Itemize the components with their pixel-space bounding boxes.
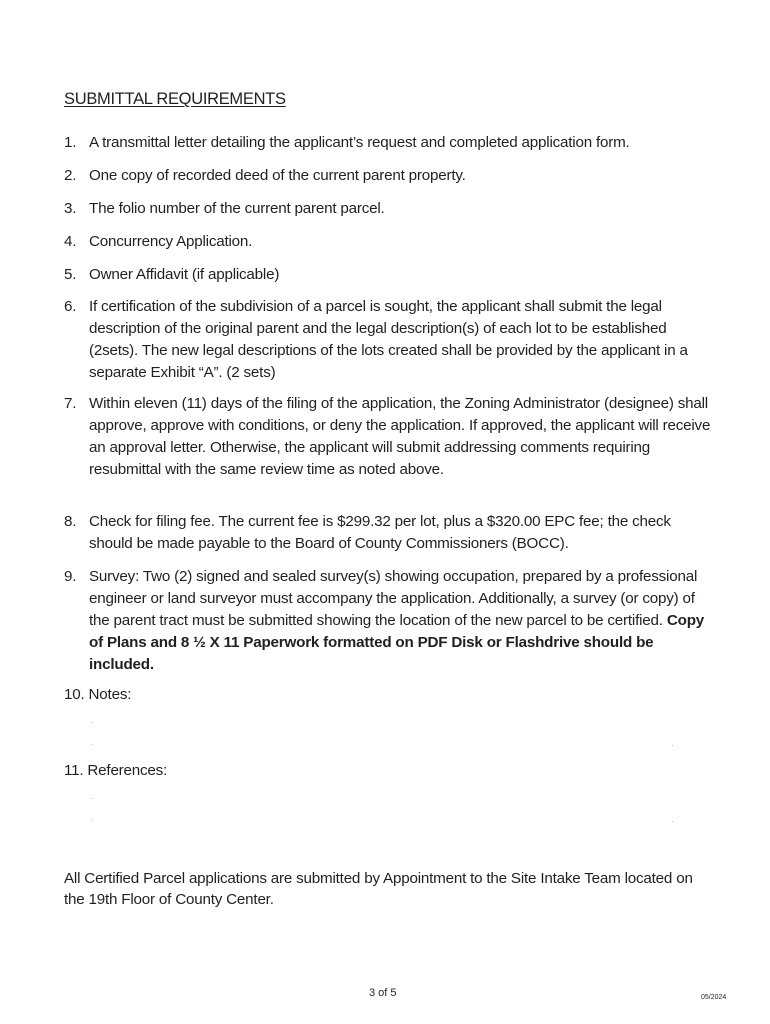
item-number: 4. (64, 233, 77, 250)
references-field-marker (92, 798, 93, 799)
requirement-item-7 (64, 393, 714, 481)
item-number: 1. (64, 134, 77, 151)
item-number: 7. (64, 395, 77, 412)
item-number: 5. (64, 266, 77, 283)
item-text: Within eleven (11) days of the filing of the application, the Zoning Administrator (designee) shall approve, approve with conditions, or deny the application. If approved, the applicant will receive an approval letter. Otherwise, the applicant will submit addressing comments requiring resubmittal with the same review time as noted above. (89, 395, 711, 478)
requirement-item-8 (64, 511, 714, 555)
item-text-bold: Copy of Plans and 8 ½ X 11 Paperwork formatted on PDF Disk or Flashdrive should be included. (89, 612, 705, 673)
item-text: One copy of recorded deed of the current parent property. (89, 167, 466, 184)
item-number: 3. (64, 200, 77, 217)
item-text: Owner Affidavit (if applicable) (89, 266, 280, 283)
requirement-item-4 (64, 231, 714, 253)
requirement-item-9 (64, 566, 714, 676)
notes-field-marker (672, 745, 673, 746)
requirement-item-1 (64, 132, 714, 154)
item-number: 6. (64, 298, 77, 315)
references-field-marker (92, 820, 93, 821)
notes-field-marker (92, 744, 93, 745)
item-number: 8. (64, 513, 77, 530)
item-text: If certification of the subdivision of a parcel is sought, the applicant shall submit the legal description of the original parent and the legal description(s) of each lot to be established (2sets). The new legal descriptions of the lots created shall be provided by the applicant in a separate Exhibit “A”. (2 sets) (89, 298, 688, 381)
item-text: Concurrency Application. (89, 233, 253, 250)
revision-date: 05/2024 (701, 994, 727, 1001)
item-text: The folio number of the current parent parcel. (89, 200, 385, 217)
item-number: 9. (64, 568, 77, 585)
references-field-marker (672, 821, 673, 822)
item-number: 2. (64, 167, 77, 184)
item-text-regular: Survey: Two (2) signed and sealed survey(s) showing occupation, prepared by a professional engineer or land surveyor must accompany the application. Additionally, a survey (or copy) of the parent tract must be submitted showing the location of the new parcel to be certified. (89, 568, 698, 629)
requirement-item-2 (64, 165, 714, 187)
notes-field-marker (92, 722, 93, 723)
item-text: A transmittal letter detailing the applicant’s request and completed application form. (89, 134, 630, 151)
requirement-item-6 (64, 296, 714, 384)
item-text (89, 566, 714, 676)
page-title: SUBMITTAL REQUIREMENTS (64, 90, 286, 108)
requirement-item-5 (64, 264, 714, 286)
references-label: 11. References: (64, 762, 168, 779)
page-number: 3 of 5 (369, 987, 397, 999)
requirement-item-3 (64, 198, 714, 220)
item-text: Check for filing fee. The current fee is $299.32 per lot, plus a $320.00 EPC fee; the check should be made payable to the Board of County Commissioners (BOCC). (89, 513, 671, 552)
notes-label: 10. Notes: (64, 686, 132, 703)
closing-paragraph: All Certified Parcel applications are submitted by Appointment to the Site Intake Team located on the 19th Floor of County Center. (64, 870, 693, 908)
